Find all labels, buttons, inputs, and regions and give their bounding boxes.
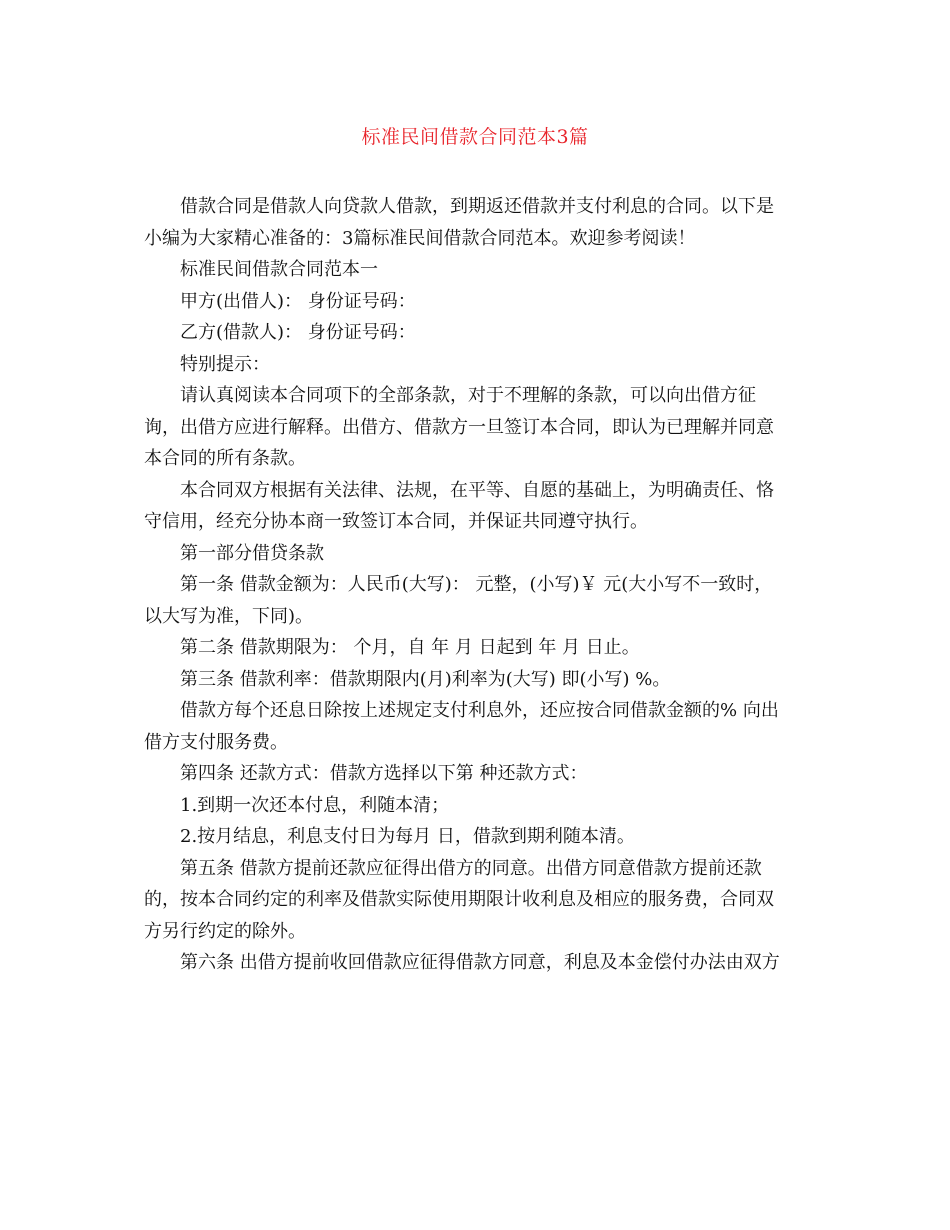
paragraph: [144, 853, 806, 948]
text-line: 特别提示：: [180, 353, 270, 375]
text-line: 第一条 借款金额为：人民币(大写)： 元整，(小写)￥ 元(大小写不一致时，: [180, 574, 773, 595]
document-body: [144, 191, 806, 979]
paragraph: [144, 286, 806, 318]
paragraph: [144, 349, 806, 381]
paragraph: [144, 632, 806, 664]
text-line: 的，按本合同约定的利率及借款实际使用期限计收利息及相应的服务费，合同双: [144, 889, 774, 910]
paragraph: [144, 695, 806, 758]
text-line: 本合同的所有条款。: [144, 448, 306, 469]
paragraph: [144, 947, 806, 979]
text-line: 借款合同是借款人向贷款人借款，到期返还借款并支付利息的合同。以下是: [180, 196, 774, 217]
paragraph: [144, 475, 806, 538]
text-line: 本合同双方根据有关法律、法规，在平等、自愿的基础上，为明确责任、恪: [180, 479, 774, 501]
text-line: 第六条 出借方提前收回借款应征得借款方同意，利息及本金偿付办法由双方: [180, 952, 780, 973]
text-line: 询，出借方应进行解释。出借方、借款方一旦签订本合同，即认为已理解并同意: [144, 416, 774, 438]
text-line: 第三条 借款利率：借款期限内(月)利率为(大写) 即(小写) %。: [180, 668, 671, 690]
paragraph: [144, 569, 806, 632]
text-line: 乙方(借款人)： 身份证号码：: [180, 322, 416, 343]
text-line: 请认真阅读本合同项下的全部条款，对于不理解的条款，可以向出借方征: [180, 385, 756, 406]
text-line: 小编为大家精心准备的：3篇标准民间借款合同范本。欢迎参考阅读！: [144, 227, 696, 249]
text-line: 标准民间借款合同范本一: [180, 259, 378, 280]
document-title: 标准民间借款合同范本3篇: [361, 126, 589, 148]
text-line: 以大写为准，下同)。: [144, 605, 314, 627]
paragraph: [144, 191, 806, 254]
paragraph: [144, 317, 806, 349]
paragraph: [144, 790, 806, 822]
text-line: 第五条 借款方提前还款应征得出借方的同意。出借方同意借款方提前还款: [180, 857, 762, 879]
text-line: 第二条 借款期限为： 个月，自 年 月 日起到 年 月 日止。: [180, 637, 640, 658]
text-line: 2.按月结息，利息支付日为每月 日，借款到期利随本清。: [180, 826, 635, 847]
text-line: 借方支付服务费。: [144, 731, 288, 753]
text-line: 借款方每个还息日除按上述规定支付利息外，还应按合同借款金额的% 向出: [180, 700, 779, 721]
paragraph: [144, 664, 806, 696]
paragraph: [144, 254, 806, 286]
paragraph: [144, 821, 806, 853]
paragraph: [144, 758, 806, 790]
paragraph: [144, 538, 806, 570]
text-line: 守信用，经充分协本商一致签订本合同，并保证共同遵守执行。: [144, 511, 648, 532]
text-line: 方另行约定的除外。: [144, 920, 306, 942]
text-line: 第一部分借贷条款: [180, 542, 324, 564]
text-line: 1.到期一次还本付息，利随本清；: [180, 794, 450, 816]
text-line: 甲方(出借人)： 身份证号码：: [180, 290, 416, 312]
text-line: 第四条 还款方式：借款方选择以下第 种还款方式：: [180, 763, 588, 784]
paragraph: [144, 380, 806, 475]
